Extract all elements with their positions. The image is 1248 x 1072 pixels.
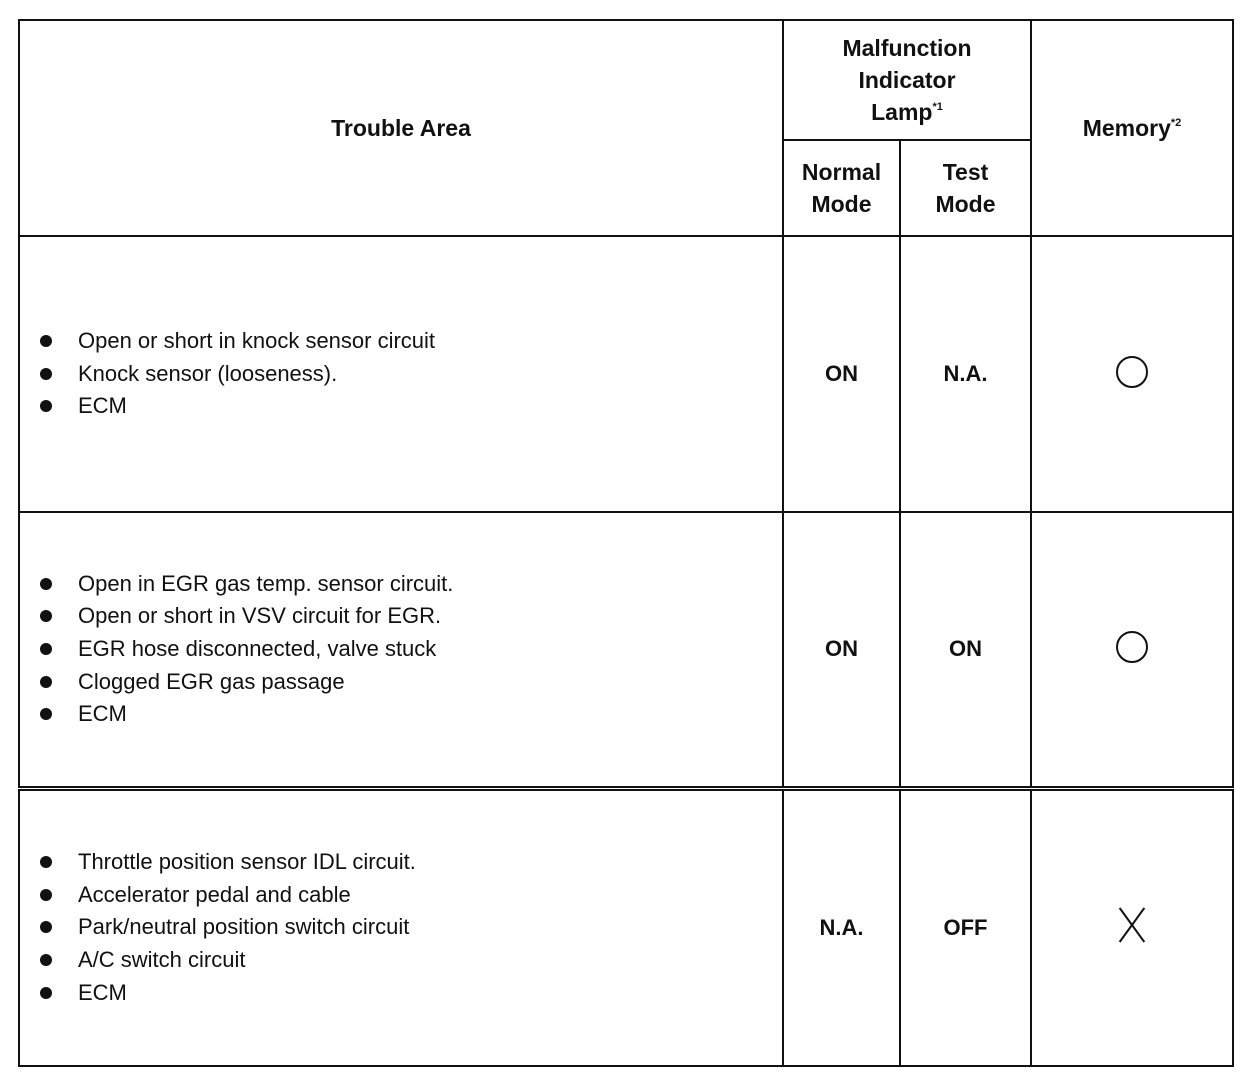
list-item: Throttle position sensor IDL circuit. bbox=[36, 846, 782, 879]
list-item: ECM bbox=[36, 390, 782, 423]
bullet-icon bbox=[40, 856, 52, 868]
table-row bbox=[19, 512, 1233, 788]
mil-footnote: *1 bbox=[932, 101, 943, 113]
bullet-icon bbox=[40, 400, 52, 412]
list-item: ECM bbox=[36, 698, 782, 731]
bullet-icon bbox=[40, 335, 52, 347]
bullet-icon bbox=[40, 954, 52, 966]
cross-mark-icon bbox=[1117, 906, 1147, 944]
bullet-icon bbox=[40, 578, 52, 590]
list-item: Clogged EGR gas passage bbox=[36, 666, 782, 699]
test-mode-value: N.A. bbox=[900, 236, 1031, 512]
memory-cell bbox=[1031, 236, 1233, 512]
normal-mode-value: N.A. bbox=[783, 788, 900, 1066]
bullet-icon bbox=[40, 610, 52, 622]
bullet-icon bbox=[40, 889, 52, 901]
list-item: EGR hose disconnected, valve stuck bbox=[36, 633, 782, 666]
bullet-icon bbox=[40, 921, 52, 933]
table-row bbox=[19, 236, 1233, 512]
bullet-icon bbox=[40, 643, 52, 655]
header-normal-mode: Normal Mode bbox=[783, 140, 900, 236]
memory-cell bbox=[1031, 788, 1233, 1066]
bullet-icon bbox=[40, 987, 52, 999]
list-item: Accelerator pedal and cable bbox=[36, 879, 782, 912]
diagnostic-table bbox=[18, 19, 1234, 1067]
list-item: Open or short in knock sensor circuit bbox=[36, 325, 782, 358]
list-item: Knock sensor (looseness). bbox=[36, 358, 782, 391]
bullet-icon bbox=[40, 708, 52, 720]
test-mode-value: OFF bbox=[900, 788, 1031, 1066]
trouble-area-cell bbox=[19, 512, 783, 788]
trouble-area-cell bbox=[19, 788, 783, 1066]
list-item: Open or short in VSV circuit for EGR. bbox=[36, 600, 782, 633]
bullet-icon bbox=[40, 368, 52, 380]
circle-mark-icon bbox=[1116, 356, 1148, 388]
circle-mark-icon bbox=[1116, 631, 1148, 663]
list-item: ECM bbox=[36, 977, 782, 1010]
bullet-icon bbox=[40, 676, 52, 688]
normal-mode-value: ON bbox=[783, 236, 900, 512]
list-item: Park/neutral position switch circuit bbox=[36, 911, 782, 944]
header-test-mode: Test Mode bbox=[900, 140, 1031, 236]
header-trouble-area: Trouble Area bbox=[19, 20, 783, 236]
list-item: Open in EGR gas temp. sensor circuit. bbox=[36, 568, 782, 601]
header-memory: Memory$^{*2}$ bbox=[1031, 20, 1233, 236]
test-mode-value: ON bbox=[900, 512, 1031, 788]
table-row bbox=[19, 788, 1233, 1066]
memory-cell bbox=[1031, 512, 1233, 788]
normal-mode-value: ON bbox=[783, 512, 900, 788]
trouble-area-cell bbox=[19, 236, 783, 512]
list-item: A/C switch circuit bbox=[36, 944, 782, 977]
memory-footnote: *2 bbox=[1170, 117, 1182, 129]
header-mil: Malfunction Indicator Lamp$^{*1}$ bbox=[783, 20, 1031, 140]
